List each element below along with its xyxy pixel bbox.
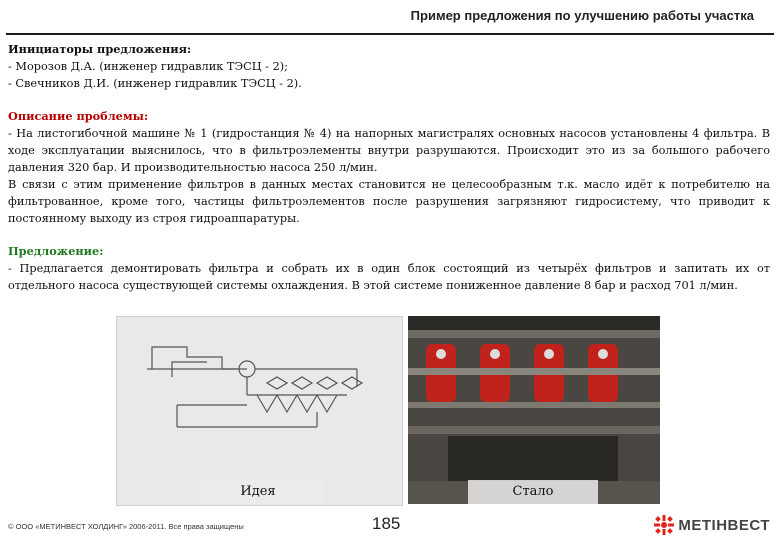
- logo-emblem-icon: [654, 515, 674, 535]
- filters-photo-drawing: [408, 316, 660, 504]
- header-divider: [6, 33, 774, 35]
- problem-section: [8, 108, 770, 227]
- problem-paragraph: - На листогибочной машине № 1 (гидростанция № 4) на напорных магистралях основных насосов установлены 4 фильтра. В ходе эксплуатации выяснилось, что в фильтроэлементы внутри разрушаются. Происходит это из за большого рабочего давления 320 бар. И производительностью насоса 250 л/мин.: [8, 127, 770, 174]
- page-title: Пример предложения по улучшению работы участка: [410, 8, 754, 23]
- problem-heading: Описание проблемы:: [8, 109, 149, 123]
- real-caption: Стало: [468, 480, 598, 504]
- proposal-paragraph: - Предлагается демонтировать фильтра и собрать их в один блок состоящий из четырёх фильтров и запитать их от отдельного насоса существующей системы охлаждения. В этой системе пониженное давление 8 бар и расход 701 л/мин.: [8, 262, 770, 292]
- installed-filters-photo: [408, 316, 660, 504]
- initiators-section: [8, 41, 770, 92]
- initiators-heading: Инициаторы предложения:: [8, 42, 192, 56]
- hydraulic-sketch-drawing: [117, 317, 402, 505]
- page-number: 185: [372, 514, 401, 533]
- metinvest-logo: [654, 515, 770, 535]
- proposal-section: [8, 243, 770, 294]
- footer-copyright: © ООО «МЕТИНВЕСТ ХОЛДИНГ» 2006-2011. Все права защищены: [8, 522, 244, 531]
- problem-paragraph: В связи с этим применение фильтров в данных местах становится не целесообразным т.к. масло идёт к потребителю на фильтрованное, кроме того, частицы фильтроэлементов после разрушения загрязняют гидросистему, что приводит к постоянному выходу из строя гидроаппаратуры.: [8, 178, 770, 225]
- idea-caption: Идея: [193, 480, 323, 504]
- proposal-heading: Предложение:: [8, 244, 104, 258]
- initiator-line: - Свечников Д.И. (инженер гидравлик ТЭСЦ - 2).: [8, 77, 302, 90]
- logo-text: МЕТІНВЕСТ: [678, 516, 770, 534]
- initiator-line: - Морозов Д.А. (инженер гидравлик ТЭСЦ - 2);: [8, 60, 288, 73]
- idea-sketch-image: [116, 316, 403, 506]
